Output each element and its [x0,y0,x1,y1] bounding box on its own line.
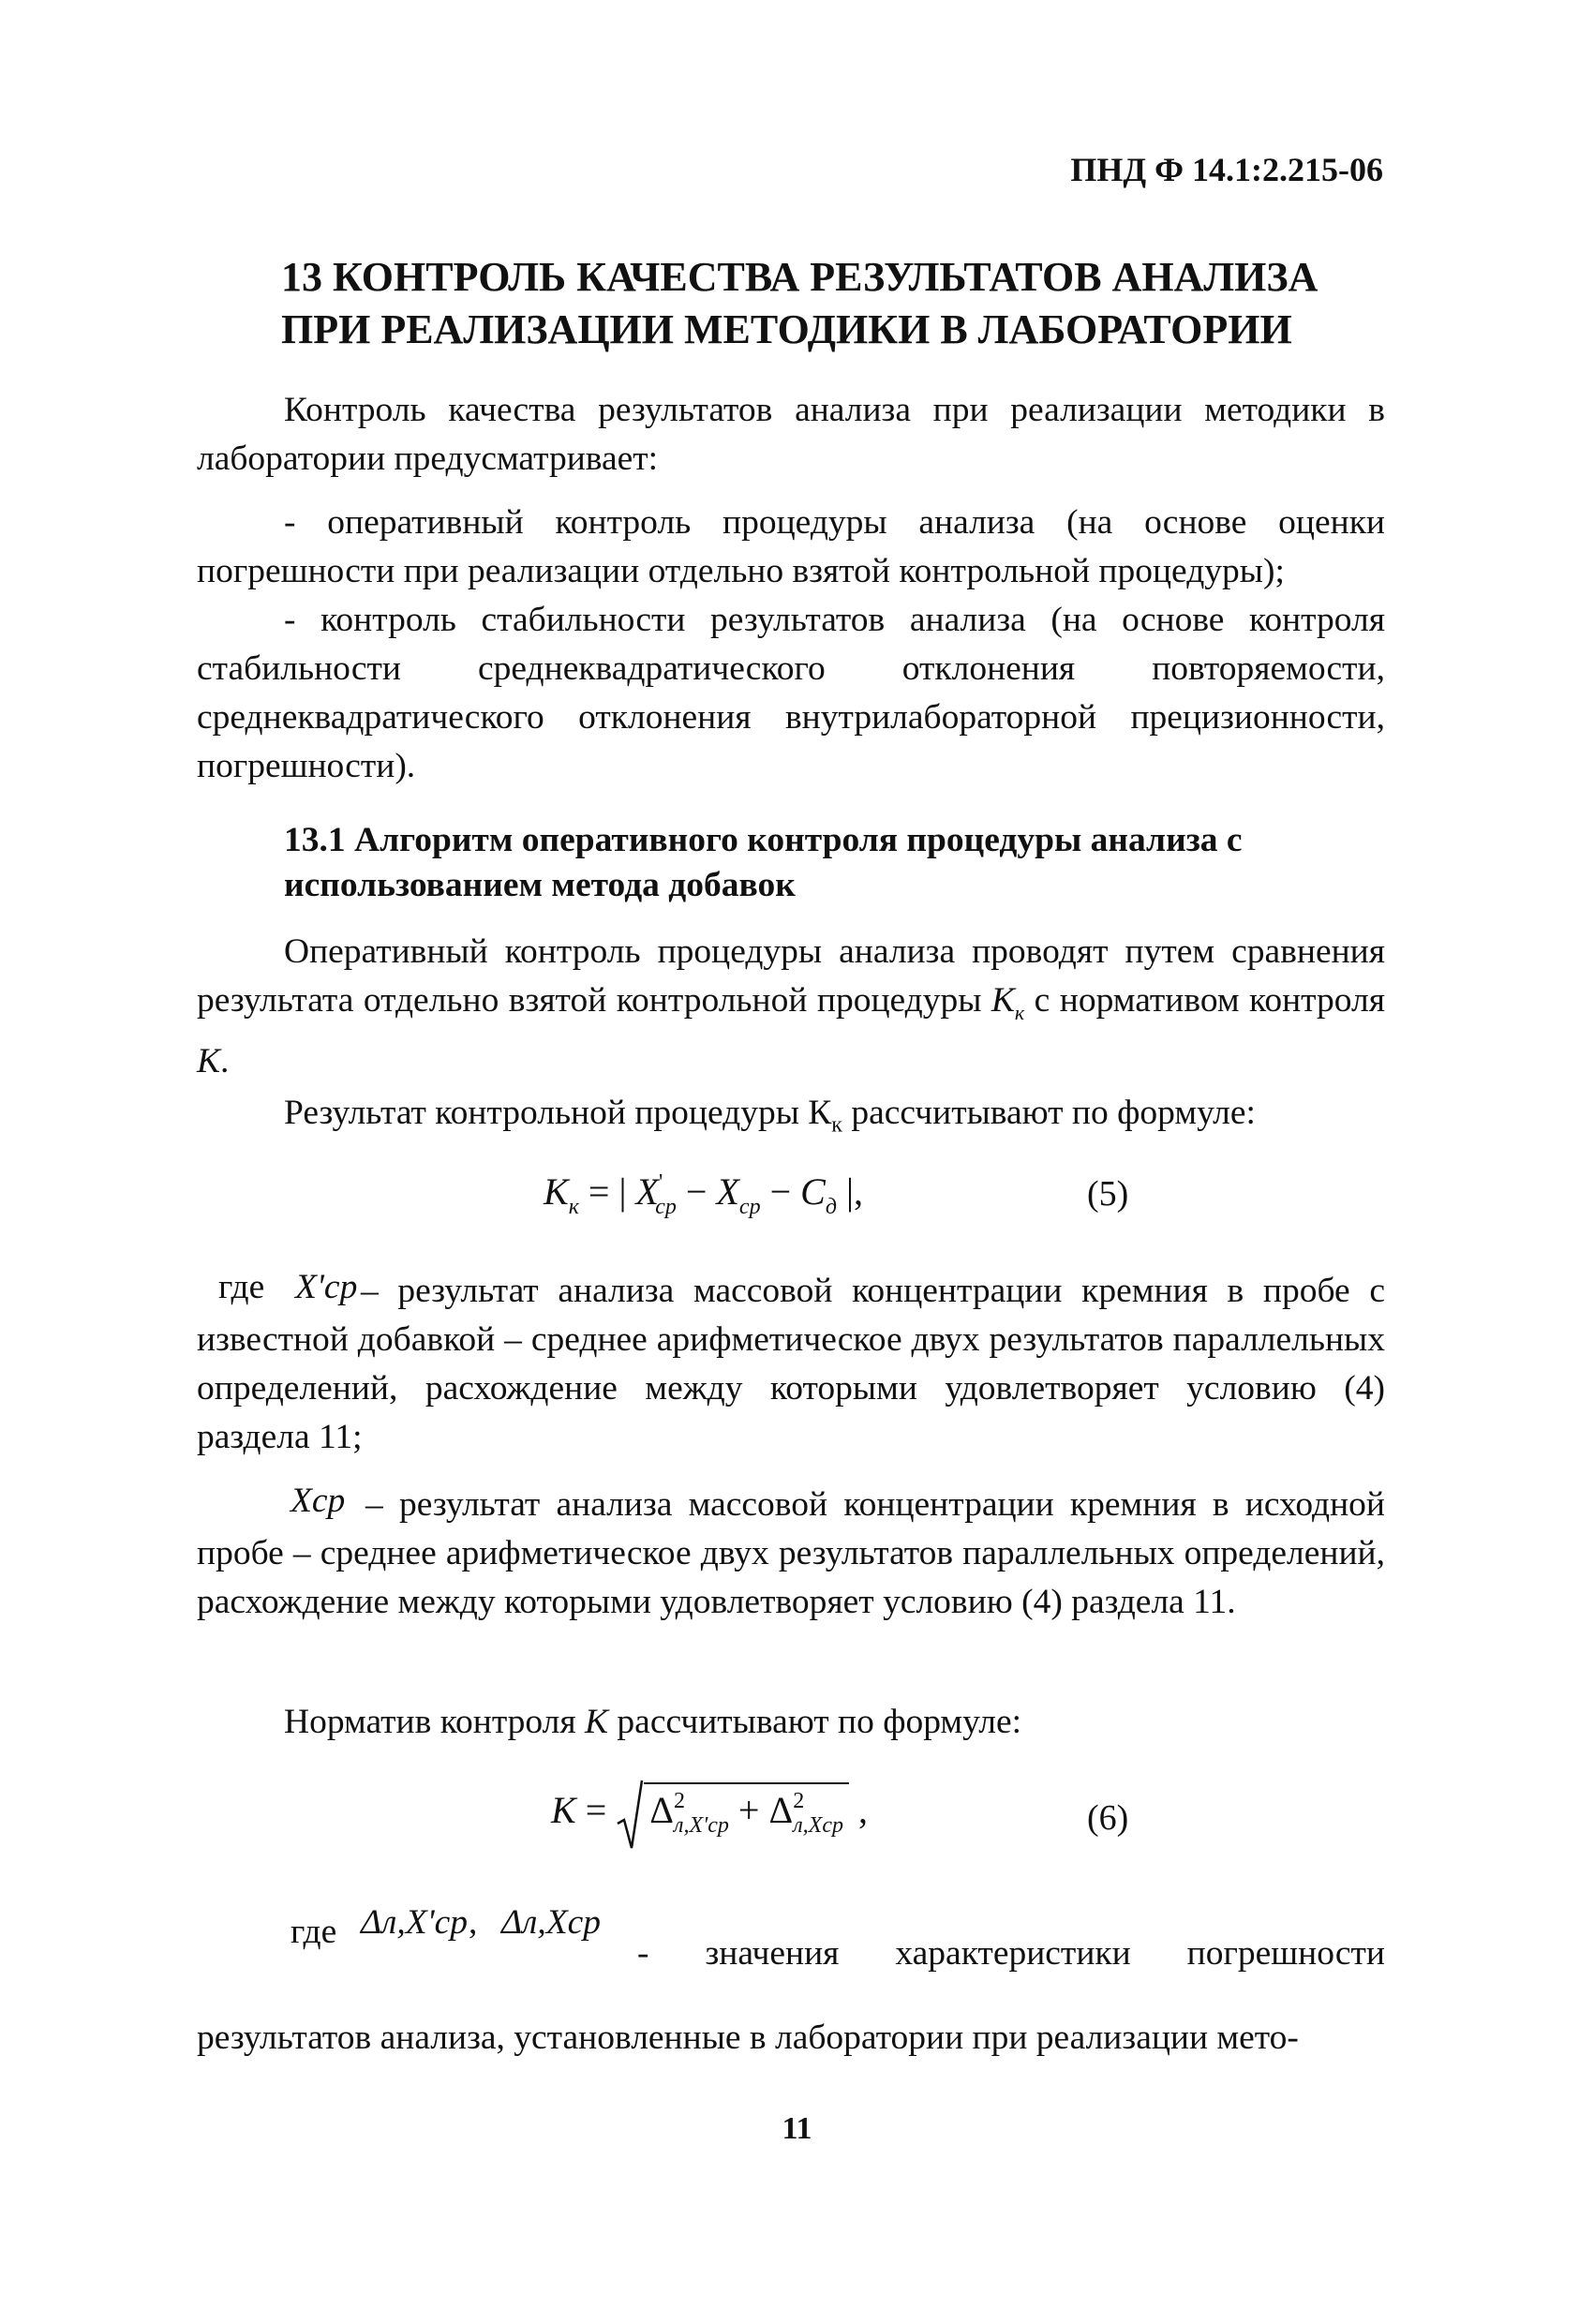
formula-6: K = $\Delta^2_{л,X'ср} + \Delta^2_{л,Xср}$ , [551,1782,868,1839]
separator: , [469,1903,478,1942]
paragraph [197,1089,1385,1150]
paragraph-text: рассчитывают по формуле: [842,1094,1256,1132]
symbol: Xср [290,1482,346,1520]
document-code: ПНД Ф 14.1:2.215-06 [1070,151,1383,188]
paragraph [197,1267,1385,1462]
formula-number: (6) [1087,1798,1129,1838]
paragraph-text: . [220,1042,230,1080]
paragraph-text: с нормативом контроля [1024,981,1385,1020]
section-title: 13 КОНТРОЛЬ КАЧЕСТВА РЕЗУЛЬТАТОВ АНАЛИЗА ПРИ РЕАЛИЗАЦИИ МЕТОДИКИ В ЛАБОРАТОРИИ [281,254,1318,352]
symbol: Δл,X'ср [361,1903,469,1942]
paragraph-text: Оперативный контроль процедуры анализа проводят путем сравнения результата отдельно взятой контрольной процедуры [197,932,1385,1020]
symbol-subscript: к [831,1112,842,1138]
formula-5: $K_к$ = | $X'_{ср} - X_{ср} - C_д$ |, [544,1170,863,1219]
symbol-base: K [991,981,1015,1020]
paragraph-text: Норматив контроля [284,1703,586,1741]
paragraph-text: – результат анализа массовой концентрации кремния в исходной пробе – среднее арифметическое двух результатов параллельных определений, расхождение между которыми удовлетворяет условию (4) раздела 11. [197,1485,1385,1621]
where-label: где [290,1913,337,1951]
symbol: K [197,1042,221,1080]
symbol-subscript: к [1014,1001,1025,1024]
paragraph-text: – результат анализа массовой концентрации кремния в пробе с известной добавкой – среднее арифметическое двух результатов параллельных определений, расхождение между которыми удовлетворяет условию (4) раздела 11; [197,1272,1385,1456]
list-item: - контроль стабильности результатов анализа (на основе контроля стабильности среднеквадратического отклонения повторяемости, среднеквадратического отклонения внутрилабораторной прецизионности, погрешности). [197,601,1385,785]
paragraph [197,1698,1385,1747]
paragraph-text: Результат контрольной процедуры К [284,1094,832,1132]
subsection-title: 13.1 Алгоритм оперативного контроля процедуры анализа с использованием метода добавок [284,821,1243,904]
sqrt-icon [616,1777,644,1852]
paragraph-text: - значения характеристики погрешности результатов анализа, установленные в лаборатории при реализации мето- [197,1934,1385,2057]
symbol: Δл,Xср [501,1903,602,1942]
paragraph [197,1481,1385,1627]
sqrt: $\Delta^2_{л,X'ср} + \Delta^2_{л,Xср}$ [616,1782,849,1839]
section-intro: Контроль качества результатов анализа при реализации методики в лаборатории предусматривает: [197,391,1385,478]
symbol: X'ср [295,1268,358,1306]
page-number: 11 [782,2111,812,2146]
list-item: - оперативный контроль процедуры анализа (на основе оценки погрешности при реализации отдельно взятой контрольной процедуры); [197,503,1385,590]
symbol [991,981,1025,1024]
formula-number: (5) [1087,1174,1129,1214]
paragraph [197,1912,1385,2080]
paragraph-text: рассчитывают по формуле: [608,1703,1022,1741]
where-label: где [218,1268,265,1306]
symbol: K [585,1703,609,1741]
paragraph [197,928,1385,1086]
